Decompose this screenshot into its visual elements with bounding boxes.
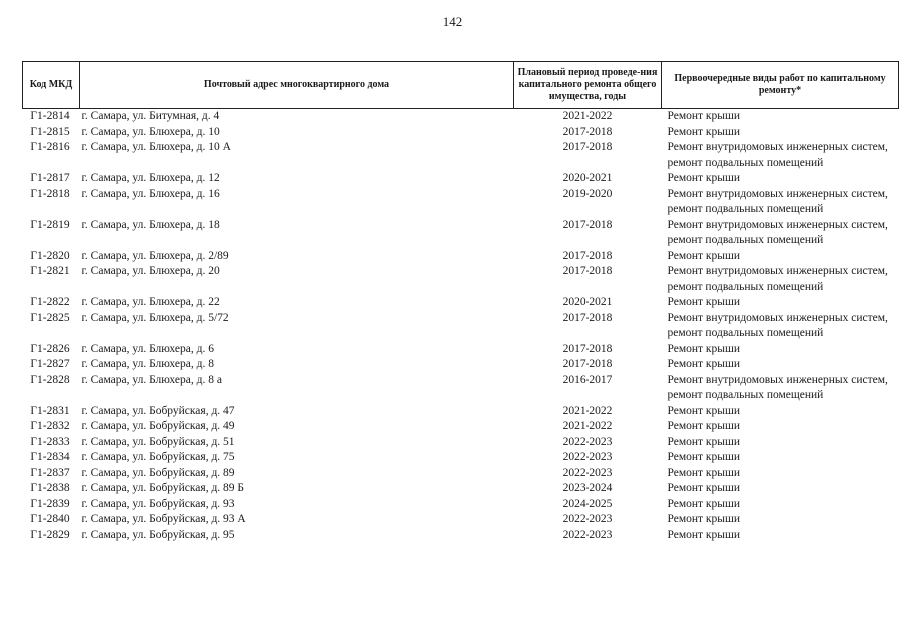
period-cell: 2022-2023 bbox=[562, 466, 613, 479]
works-line: ремонт подвальных помещений bbox=[667, 327, 824, 339]
period-cell: 2019-2020 bbox=[562, 187, 613, 200]
table-row bbox=[23, 125, 899, 141]
table-row bbox=[23, 109, 899, 125]
works-line: Ремонт крыши bbox=[667, 110, 741, 122]
works-cell bbox=[662, 311, 899, 342]
mkd-code-cell: Г1-2838 bbox=[30, 482, 70, 494]
works-line: ремонт подвальных помещений bbox=[667, 203, 824, 215]
works-line: ремонт подвальных помещений bbox=[667, 234, 824, 246]
works-cell bbox=[662, 187, 899, 218]
period-cell: 2022-2023 bbox=[562, 513, 613, 525]
works-cell bbox=[662, 450, 899, 466]
works-cell bbox=[662, 109, 899, 125]
page-number: 142 bbox=[442, 14, 463, 29]
address-cell: г. Самара, ул. Блюхера, д. 8 bbox=[81, 358, 214, 370]
address-cell: г. Самара, ул. Блюхера, д. 5/72 bbox=[81, 311, 229, 324]
table-row bbox=[23, 140, 899, 171]
works-line: Ремонт внутридомовых инженерных систем, bbox=[667, 218, 888, 231]
table-row bbox=[23, 373, 899, 404]
table-row bbox=[23, 249, 899, 265]
works-line: Ремонт крыши bbox=[667, 125, 741, 138]
works-line: Ремонт внутридомовых инженерных систем, bbox=[667, 373, 888, 386]
period-cell: 2017-2018 bbox=[562, 125, 613, 138]
period-cell: 2021-2022 bbox=[562, 404, 613, 417]
mkd-code-cell: Г1-2839 bbox=[30, 497, 70, 510]
repair-schedule-table bbox=[22, 61, 899, 543]
mkd-code-cell: Г1-2820 bbox=[30, 249, 70, 262]
mkd-code-cell: Г1-2825 bbox=[30, 311, 70, 324]
mkd-code-cell: Г1-2827 bbox=[30, 358, 70, 370]
table-row bbox=[23, 450, 899, 466]
works-cell bbox=[662, 342, 899, 358]
works-line: Ремонт внутридомовых инженерных систем, bbox=[667, 265, 888, 277]
works-line: Ремонт крыши bbox=[667, 342, 741, 355]
works-cell bbox=[662, 140, 899, 171]
address-cell: г. Самара, ул. Бобруйская, д. 51 bbox=[81, 435, 235, 448]
header-row bbox=[23, 62, 899, 109]
works-line: Ремонт крыши bbox=[667, 420, 741, 432]
table-row bbox=[23, 264, 899, 295]
table-row bbox=[23, 512, 899, 528]
mkd-code-cell: Г1-2828 bbox=[30, 373, 70, 386]
address-cell: г. Самара, ул. Блюхера, д. 20 bbox=[81, 265, 220, 277]
table-row bbox=[23, 295, 899, 311]
works-line: Ремонт крыши bbox=[667, 435, 741, 448]
table-row bbox=[23, 419, 899, 435]
mkd-code-cell: Г1-2821 bbox=[30, 265, 70, 277]
works-cell bbox=[662, 419, 899, 435]
works-line: Ремонт крыши bbox=[667, 528, 741, 541]
address-cell: г. Самара, ул. Блюхера, д. 12 bbox=[81, 172, 220, 184]
works-line: Ремонт крыши bbox=[667, 466, 741, 479]
address-cell: г. Самара, ул. Бобруйская, д. 95 bbox=[81, 528, 235, 541]
header-works: Первоочередные виды работ по капитальному ремонту* bbox=[662, 62, 899, 109]
mkd-code-cell: Г1-2817 bbox=[30, 172, 70, 184]
header-address: Почтовый адрес многоквартирного дома bbox=[80, 62, 514, 109]
address-cell: г. Самара, ул. Бобруйская, д. 47 bbox=[81, 404, 235, 417]
works-cell bbox=[662, 171, 899, 187]
mkd-code-cell: Г1-2815 bbox=[30, 125, 70, 138]
works-line: ремонт подвальных помещений bbox=[667, 280, 824, 293]
works-line: Ремонт крыши bbox=[667, 482, 741, 494]
works-cell bbox=[662, 295, 899, 311]
mkd-code-cell: Г1-2833 bbox=[30, 435, 70, 448]
address-cell: г. Самара, ул. Бобруйская, д. 93 А bbox=[81, 513, 246, 525]
works-line: Ремонт крыши bbox=[667, 513, 741, 525]
table-body bbox=[23, 109, 899, 544]
mkd-code-cell: Г1-2837 bbox=[30, 466, 70, 479]
table-row bbox=[23, 481, 899, 497]
table-row bbox=[23, 171, 899, 187]
mkd-code-cell: Г1-2819 bbox=[30, 218, 70, 231]
mkd-code-cell: Г1-2831 bbox=[30, 404, 70, 417]
header-period: Плановый период проведе-ния капитального ремонта общего имущества, годы bbox=[514, 62, 662, 109]
works-cell bbox=[662, 497, 899, 513]
address-cell: г. Самара, ул. Бобруйская, д. 75 bbox=[81, 451, 235, 463]
period-cell: 2017-2018 bbox=[562, 265, 613, 277]
table-row bbox=[23, 404, 899, 420]
works-cell bbox=[662, 218, 899, 249]
table-row bbox=[23, 311, 899, 342]
address-cell: г. Самара, ул. Блюхера, д. 10 bbox=[81, 125, 220, 138]
works-cell bbox=[662, 528, 899, 544]
works-cell bbox=[662, 264, 899, 295]
period-cell: 2017-2018 bbox=[562, 311, 613, 324]
period-cell: 2017-2018 bbox=[562, 249, 613, 262]
table-row bbox=[23, 187, 899, 218]
mkd-code-cell: Г1-2818 bbox=[30, 187, 70, 200]
mkd-code-cell: Г1-2814 bbox=[30, 110, 70, 122]
works-cell bbox=[662, 481, 899, 497]
period-cell: 2016-2017 bbox=[562, 373, 613, 386]
mkd-code-cell: Г1-2826 bbox=[30, 342, 70, 355]
works-cell bbox=[662, 125, 899, 141]
address-cell: г. Самара, ул. Бобруйская, д. 89 bbox=[81, 466, 235, 479]
works-cell bbox=[662, 435, 899, 451]
works-cell bbox=[662, 373, 899, 404]
address-cell: г. Самара, ул. Бобруйская, д. 49 bbox=[81, 420, 235, 432]
works-line: ремонт подвальных помещений bbox=[667, 156, 824, 169]
period-cell: 2020-2021 bbox=[562, 172, 613, 184]
address-cell: г. Самара, ул. Бобруйская, д. 89 Б bbox=[81, 482, 245, 494]
table-row bbox=[23, 342, 899, 358]
table-row bbox=[23, 528, 899, 544]
period-cell: 2024-2025 bbox=[562, 497, 613, 510]
works-cell bbox=[662, 357, 899, 373]
table-row bbox=[23, 466, 899, 482]
works-cell bbox=[662, 404, 899, 420]
period-cell: 2017-2018 bbox=[562, 342, 613, 355]
period-cell: 2020-2021 bbox=[562, 296, 613, 308]
table-row bbox=[23, 218, 899, 249]
header-code: Код МКД bbox=[23, 62, 80, 109]
table-header bbox=[23, 62, 899, 109]
works-line: Ремонт крыши bbox=[667, 358, 741, 370]
address-cell: г. Самара, ул. Блюхера, д. 10 А bbox=[81, 141, 231, 153]
period-cell: 2017-2018 bbox=[562, 218, 613, 231]
period-cell: 2021-2022 bbox=[562, 420, 613, 432]
period-cell: 2022-2023 bbox=[562, 528, 613, 541]
works-line: Ремонт внутридомовых инженерных систем, bbox=[667, 141, 888, 153]
address-cell: г. Самара, ул. Бобруйская, д. 93 bbox=[81, 497, 235, 510]
works-line: Ремонт крыши bbox=[667, 451, 741, 463]
works-cell bbox=[662, 512, 899, 528]
address-cell: г. Самара, ул. Блюхера, д. 6 bbox=[81, 342, 214, 355]
period-cell: 2021-2022 bbox=[562, 110, 613, 122]
address-cell: г. Самара, ул. Блюхера, д. 2/89 bbox=[81, 249, 229, 262]
mkd-code-cell: Г1-2816 bbox=[30, 141, 70, 153]
address-cell: г. Самара, ул. Блюхера, д. 18 bbox=[81, 218, 220, 231]
address-cell: г. Самара, ул. Блюхера, д. 22 bbox=[81, 296, 220, 308]
mkd-code-cell: Г1-2822 bbox=[30, 296, 70, 308]
period-cell: 2023-2024 bbox=[562, 482, 613, 494]
works-line: Ремонт внутридомовых инженерных систем, bbox=[667, 187, 888, 200]
period-cell: 2022-2023 bbox=[562, 435, 613, 448]
period-cell: 2017-2018 bbox=[562, 141, 613, 153]
mkd-code-cell: Г1-2834 bbox=[30, 451, 70, 463]
works-line: Ремонт крыши bbox=[667, 296, 741, 308]
works-line: ремонт подвальных помещений bbox=[667, 389, 824, 401]
works-line: Ремонт внутридомовых инженерных систем, bbox=[667, 311, 888, 324]
address-cell: г. Самара, ул. Битумная, д. 4 bbox=[81, 110, 220, 122]
period-cell: 2022-2023 bbox=[562, 451, 613, 463]
table-row bbox=[23, 497, 899, 513]
mkd-code-cell: Г1-2832 bbox=[30, 420, 70, 432]
works-line: Ремонт крыши bbox=[667, 404, 741, 417]
table-row bbox=[23, 357, 899, 373]
period-cell: 2017-2018 bbox=[562, 358, 613, 370]
works-cell bbox=[662, 249, 899, 265]
mkd-code-cell: Г1-2829 bbox=[30, 528, 70, 541]
mkd-code-cell: Г1-2840 bbox=[30, 513, 70, 525]
works-line: Ремонт крыши bbox=[667, 497, 741, 510]
works-cell bbox=[662, 466, 899, 482]
works-line: Ремонт крыши bbox=[667, 172, 741, 184]
address-cell: г. Самара, ул. Блюхера, д. 16 bbox=[81, 187, 220, 200]
address-cell: г. Самара, ул. Блюхера, д. 8 а bbox=[81, 373, 222, 386]
table-row bbox=[23, 435, 899, 451]
works-line: Ремонт крыши bbox=[667, 249, 741, 262]
